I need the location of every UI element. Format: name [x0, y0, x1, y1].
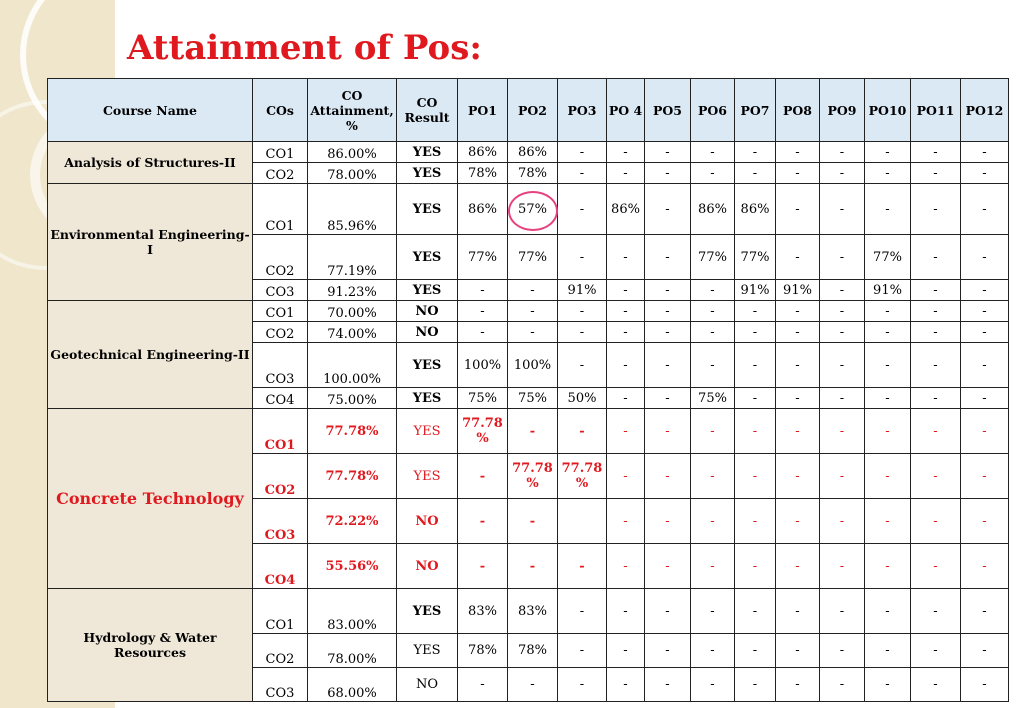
po-cell: - [458, 499, 508, 544]
po-cell: - [820, 409, 865, 454]
po-cell: - [607, 301, 645, 322]
co-result-cell: NO [397, 301, 458, 322]
po-cell: - [508, 409, 558, 454]
po-cell: - [820, 499, 865, 544]
po-cell: - [691, 409, 735, 454]
header-po4: PO 4 [607, 79, 645, 142]
co-result-cell: YES [397, 142, 458, 163]
po-cell: - [911, 454, 961, 499]
course-name-cell: Hydrology & Water Resources [48, 589, 253, 702]
po-cell: - [607, 544, 645, 589]
po-cell: - [820, 589, 865, 634]
po-cell: - [776, 388, 820, 409]
table-row [48, 142, 1009, 163]
course-name-cell: Geotechnical Engineering-II [48, 301, 253, 409]
po-cell: - [776, 235, 820, 280]
po-cell [558, 499, 607, 544]
po-cell: - [865, 634, 911, 668]
po-cell: - [735, 589, 776, 634]
po-cell: - [607, 634, 645, 668]
header-cos: COs [253, 79, 308, 142]
po-cell: 100% [458, 343, 508, 388]
po-cell: - [820, 235, 865, 280]
po-cell: - [691, 668, 735, 702]
po-cell: - [961, 454, 1009, 499]
po-cell: 77.78 % [558, 454, 607, 499]
co-result-cell: NO [397, 668, 458, 702]
po-cell: - [645, 634, 691, 668]
po-cell: - [691, 142, 735, 163]
po-cell: - [735, 163, 776, 184]
header-co-result: CO Result [397, 79, 458, 142]
po-cell: 75% [691, 388, 735, 409]
po-cell: - [607, 589, 645, 634]
header-po7: PO7 [735, 79, 776, 142]
header-po1: PO1 [458, 79, 508, 142]
co-cell: CO1 [253, 589, 308, 634]
po-cell: - [865, 343, 911, 388]
po-cell: - [558, 301, 607, 322]
po-cell: - [911, 142, 961, 163]
po-cell: - [911, 634, 961, 668]
po-cell: - [911, 589, 961, 634]
po-cell: - [691, 544, 735, 589]
po-cell: 78% [458, 163, 508, 184]
header-course-name: Course Name [48, 79, 253, 142]
po-cell: - [776, 544, 820, 589]
po-cell: - [865, 544, 911, 589]
po-cell: - [865, 301, 911, 322]
po-cell: 91% [735, 280, 776, 301]
co-result-cell: YES [397, 235, 458, 280]
co-cell: CO3 [253, 499, 308, 544]
course-name-cell: Concrete Technology [48, 409, 253, 589]
po-cell: - [735, 499, 776, 544]
po-cell: - [820, 142, 865, 163]
po-cell: - [691, 163, 735, 184]
po-cell: - [776, 668, 820, 702]
po-cell: - [911, 235, 961, 280]
po-cell: - [735, 301, 776, 322]
po-cell: - [691, 301, 735, 322]
co-result-cell: YES [397, 280, 458, 301]
po-cell: - [645, 163, 691, 184]
po-cell: - [607, 343, 645, 388]
po-cell: 77.78 % [458, 409, 508, 454]
table-row [48, 301, 1009, 322]
po-cell: - [645, 184, 691, 235]
po-cell: - [645, 544, 691, 589]
po-cell: - [645, 343, 691, 388]
po-cell: - [911, 388, 961, 409]
po-cell: - [558, 235, 607, 280]
po-cell: - [911, 322, 961, 343]
po-cell: - [820, 184, 865, 235]
po-cell: - [911, 280, 961, 301]
header-po12: PO12 [961, 79, 1009, 142]
po-cell: - [735, 409, 776, 454]
po-cell: - [691, 589, 735, 634]
po-cell: - [645, 668, 691, 702]
po-cell: - [558, 163, 607, 184]
course-name-cell: Analysis of Structures-II [48, 142, 253, 184]
co-result-cell: YES [397, 454, 458, 499]
po-cell: - [865, 322, 911, 343]
po-cell: 77% [735, 235, 776, 280]
header-po8: PO8 [776, 79, 820, 142]
po-cell: - [820, 343, 865, 388]
co-attainment-cell: 78.00% [308, 634, 397, 668]
po-cell: - [558, 322, 607, 343]
po-cell: - [961, 322, 1009, 343]
co-cell: CO1 [253, 409, 308, 454]
po-cell: - [961, 301, 1009, 322]
po-cell: - [645, 280, 691, 301]
po-cell: - [911, 668, 961, 702]
po-cell: - [607, 280, 645, 301]
co-cell: CO3 [253, 343, 308, 388]
po-cell: 91% [558, 280, 607, 301]
po-cell: - [865, 668, 911, 702]
co-result-cell: YES [397, 634, 458, 668]
po-cell: - [735, 142, 776, 163]
co-result-cell: YES [397, 184, 458, 235]
po-cell: - [961, 544, 1009, 589]
po-cell: - [776, 142, 820, 163]
co-cell: CO1 [253, 301, 308, 322]
po-cell: 78% [458, 634, 508, 668]
po-cell: - [776, 499, 820, 544]
po-cell: 100% [508, 343, 558, 388]
course-name-cell: Environmental Engineering-I [48, 184, 253, 301]
po-cell: - [961, 235, 1009, 280]
po-cell: 77% [508, 235, 558, 280]
header-po5: PO5 [645, 79, 691, 142]
po-cell: - [691, 322, 735, 343]
po-cell: 86% [458, 142, 508, 163]
po-cell: - [820, 544, 865, 589]
po-cell: - [691, 343, 735, 388]
po-cell: - [645, 589, 691, 634]
po-cell: - [911, 544, 961, 589]
po-cell: - [776, 184, 820, 235]
po-cell: - [865, 454, 911, 499]
po-cell: - [508, 544, 558, 589]
po-cell: 77% [458, 235, 508, 280]
po-cell: - [820, 301, 865, 322]
po-cell: - [607, 235, 645, 280]
po-cell: - [865, 184, 911, 235]
po-cell: - [607, 409, 645, 454]
po-cell: - [691, 634, 735, 668]
co-result-cell: YES [397, 388, 458, 409]
po-cell: 86% [607, 184, 645, 235]
po-cell: 75% [508, 388, 558, 409]
po-cell: - [961, 343, 1009, 388]
co-attainment-cell: 77.78% [308, 409, 397, 454]
po-cell: - [820, 454, 865, 499]
po-cell: - [820, 634, 865, 668]
co-result-cell: YES [397, 409, 458, 454]
po-cell: - [607, 454, 645, 499]
po-cell: - [961, 163, 1009, 184]
co-attainment-cell: 68.00% [308, 668, 397, 702]
po-cell: - [911, 184, 961, 235]
po-cell: - [558, 142, 607, 163]
po-cell: 50% [558, 388, 607, 409]
po-cell: - [961, 668, 1009, 702]
po-cell: - [735, 668, 776, 702]
co-cell: CO2 [253, 454, 308, 499]
co-attainment-cell: 70.00% [308, 301, 397, 322]
header-po6: PO6 [691, 79, 735, 142]
po-cell: - [961, 634, 1009, 668]
po-cell: - [911, 163, 961, 184]
po-cell: - [776, 343, 820, 388]
po-cell: - [961, 142, 1009, 163]
po-cell: - [735, 634, 776, 668]
co-attainment-cell: 83.00% [308, 589, 397, 634]
co-attainment-cell: 72.22% [308, 499, 397, 544]
co-attainment-cell: 75.00% [308, 388, 397, 409]
co-cell: CO3 [253, 668, 308, 702]
po-cell: - [735, 343, 776, 388]
po-cell: 57% [508, 184, 558, 235]
po-cell: - [508, 499, 558, 544]
co-cell: CO1 [253, 184, 308, 235]
po-cell: - [607, 668, 645, 702]
header-po2: PO2 [508, 79, 558, 142]
po-cell: - [735, 544, 776, 589]
po-cell: - [558, 409, 607, 454]
header-po3: PO3 [558, 79, 607, 142]
po-cell: - [776, 163, 820, 184]
po-cell: - [911, 499, 961, 544]
header-po9: PO9 [820, 79, 865, 142]
po-cell: - [911, 301, 961, 322]
co-cell: CO4 [253, 388, 308, 409]
po-cell: - [865, 499, 911, 544]
po-cell: - [458, 454, 508, 499]
co-attainment-cell: 86.00% [308, 142, 397, 163]
po-cell: - [645, 499, 691, 544]
header-row [48, 79, 1009, 142]
co-attainment-cell: 85.96% [308, 184, 397, 235]
po-cell: - [558, 343, 607, 388]
po-attainment-table [47, 78, 1009, 702]
co-result-cell: NO [397, 544, 458, 589]
po-cell: - [645, 388, 691, 409]
po-cell: 83% [508, 589, 558, 634]
po-cell: - [911, 409, 961, 454]
po-cell: - [735, 322, 776, 343]
co-cell: CO2 [253, 322, 308, 343]
header-po10: PO10 [865, 79, 911, 142]
co-attainment-cell: 91.23% [308, 280, 397, 301]
po-cell: - [645, 142, 691, 163]
po-cell: 78% [508, 163, 558, 184]
co-attainment-cell: 74.00% [308, 322, 397, 343]
po-cell: - [645, 454, 691, 499]
po-cell: - [820, 163, 865, 184]
po-cell: - [607, 499, 645, 544]
po-cell: - [776, 454, 820, 499]
po-cell: - [645, 301, 691, 322]
po-cell: 75% [458, 388, 508, 409]
co-attainment-cell: 55.56% [308, 544, 397, 589]
po-cell: - [776, 589, 820, 634]
co-cell: CO2 [253, 163, 308, 184]
po-cell: - [645, 322, 691, 343]
po-cell: - [961, 184, 1009, 235]
po-cell: - [508, 301, 558, 322]
table-row [48, 409, 1009, 454]
po-cell: 77% [691, 235, 735, 280]
table-row [48, 589, 1009, 634]
po-cell: 91% [865, 280, 911, 301]
po-cell: - [961, 409, 1009, 454]
po-cell: - [458, 301, 508, 322]
po-cell: - [645, 409, 691, 454]
co-attainment-cell: 100.00% [308, 343, 397, 388]
po-cell: - [735, 454, 776, 499]
po-cell: - [607, 142, 645, 163]
co-cell: CO3 [253, 280, 308, 301]
po-cell: - [607, 163, 645, 184]
po-cell: - [508, 280, 558, 301]
po-cell: - [607, 388, 645, 409]
po-cell: - [961, 499, 1009, 544]
po-cell: - [458, 280, 508, 301]
po-cell: - [458, 544, 508, 589]
po-cell: - [458, 668, 508, 702]
po-cell: - [820, 668, 865, 702]
po-cell: - [776, 634, 820, 668]
co-cell: CO1 [253, 142, 308, 163]
co-result-cell: YES [397, 163, 458, 184]
po-cell: - [691, 280, 735, 301]
po-cell: - [776, 322, 820, 343]
co-result-cell: YES [397, 589, 458, 634]
co-cell: CO4 [253, 544, 308, 589]
po-cell: - [645, 235, 691, 280]
header-co-attainment: CO Attainment, % [308, 79, 397, 142]
po-cell: 86% [458, 184, 508, 235]
po-cell: 83% [458, 589, 508, 634]
co-result-cell: YES [397, 343, 458, 388]
po-cell: - [865, 409, 911, 454]
po-cell: - [558, 544, 607, 589]
po-cell: - [820, 322, 865, 343]
po-cell: - [735, 388, 776, 409]
po-cell: - [558, 589, 607, 634]
po-cell: - [558, 668, 607, 702]
po-cell: 77% [865, 235, 911, 280]
po-cell: - [911, 343, 961, 388]
po-cell: 91% [776, 280, 820, 301]
co-attainment-cell: 78.00% [308, 163, 397, 184]
po-cell: - [558, 634, 607, 668]
po-cell: - [820, 280, 865, 301]
co-result-cell: NO [397, 322, 458, 343]
po-cell: - [961, 589, 1009, 634]
po-cell: 78% [508, 634, 558, 668]
po-cell: - [865, 589, 911, 634]
po-cell: 86% [691, 184, 735, 235]
po-cell: - [865, 142, 911, 163]
co-cell: CO2 [253, 235, 308, 280]
po-cell: - [458, 322, 508, 343]
po-cell: - [776, 301, 820, 322]
po-cell: - [508, 322, 558, 343]
header-po11: PO11 [911, 79, 961, 142]
po-cell: - [820, 388, 865, 409]
po-cell: - [961, 388, 1009, 409]
co-attainment-cell: 77.19% [308, 235, 397, 280]
po-cell: - [961, 280, 1009, 301]
co-cell: CO2 [253, 634, 308, 668]
co-attainment-cell: 77.78% [308, 454, 397, 499]
po-cell: 86% [508, 142, 558, 163]
po-cell: 86% [735, 184, 776, 235]
po-cell: - [865, 163, 911, 184]
po-cell: - [691, 454, 735, 499]
page-title: Attainment of Pos: [127, 28, 482, 68]
po-cell: - [558, 184, 607, 235]
po-cell: 77.78 % [508, 454, 558, 499]
co-result-cell: NO [397, 499, 458, 544]
po-cell: - [776, 409, 820, 454]
po-cell: - [508, 668, 558, 702]
highlight-circle [508, 191, 558, 231]
po-cell: - [865, 388, 911, 409]
po-cell: - [607, 322, 645, 343]
po-cell: - [691, 499, 735, 544]
